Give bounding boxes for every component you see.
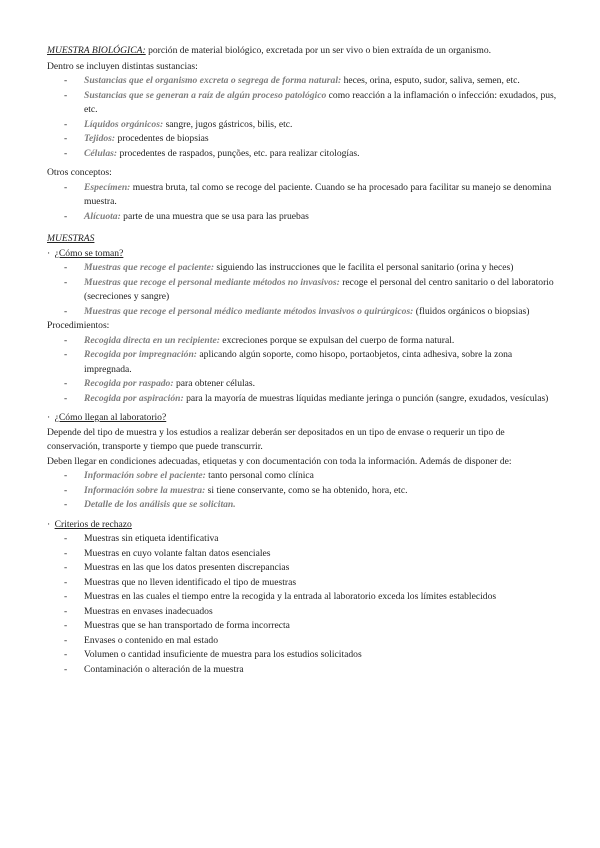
list-item: - Recogida por aspiración: para la mayoría de muestras líquidas mediante jeringa o punción (sangre, exudados, vesículas): [84, 392, 557, 407]
list-item: - Muestras que recoge el paciente: siguiendo las instrucciones que le facilita el personal sanitario (orina y heces): [84, 261, 557, 276]
arrival-paragraph-2: Deben llegar en condiciones adecuadas, etiquetas y con documentación con toda la información. Además de disponer de:: [47, 455, 512, 467]
definition-term: MUESTRA BIOLÓGICA:: [47, 45, 146, 56]
document-page: [47, 44, 557, 677]
list-item: - Muestras que se han transportado de forma incorrecta: [84, 619, 557, 634]
other-concepts-intro: Otros conceptos:: [47, 167, 112, 178]
definition-paragraph: [47, 44, 557, 59]
list-item: - Células: procedentes de raspados, punções, etc. para realizar citologías.: [84, 147, 557, 162]
list-item: - Muestras que recoge el personal mediante métodos no invasivos: recoge el personal del centro sanitario o del laboratorio (secreciones y sangre): [84, 276, 557, 305]
list-item: - Especímen: muestra bruta, tal como se recoge del paciente. Cuando se ha procesado para facilitar su manejo se denomina muestra.: [84, 181, 557, 210]
list-item: - Información sobre la muestra: si tiene conservante, como se ha obtenido, hora, etc.: [84, 484, 557, 499]
list-item: - Muestras en cuyo volante faltan datos esenciales: [84, 547, 557, 562]
question-how-arrive: · ¿Cómo llegan al laboratorio?: [47, 412, 167, 423]
list-item: - Muestras que no lleven identificado el tipo de muestras: [84, 576, 557, 591]
question-rejection-criteria: · Criterios de rechazo: [47, 518, 132, 530]
list-item: - Tejidos: procedentes de biopsias: [84, 132, 557, 147]
list-item: - Contaminación o alteración de la muestra: [84, 663, 557, 678]
list-item: - Sustancias que se generan a raíz de algún proceso patológico como reacción a la inflamación o infección: exudados, pus, etc.: [84, 89, 557, 118]
list-item: - Alícuota: parte de una muestra que se usa para las pruebas: [84, 210, 557, 225]
bullet-dot-icon: ·: [47, 518, 51, 530]
procedures-list: [47, 334, 557, 407]
list-item: - Muestras sin etiqueta identificativa: [84, 532, 557, 547]
list-item: - Recogida por impregnación: aplicando algún soporte, como hisopo, portaobjetos, cinta adhesiva, sobre la zona impregnada.: [84, 348, 557, 377]
definition-intro: Dentro se incluyen distintas sustancias:: [47, 60, 198, 72]
list-item: - Envases o contenido en mal estado: [84, 634, 557, 649]
bullet-dot-icon: ·: [47, 247, 51, 259]
definition-text: porción de material biológico, excretada por un ser vivo o bien extraída de un organismo.: [145, 45, 492, 56]
list-item: - Muestras en las cuales el tiempo entre la recogida y la entrada al laboratorio exceda los límites establecidos: [84, 590, 557, 605]
list-item: - Volumen o cantidad insuficiente de muestra para los estudios solicitados: [84, 648, 557, 663]
substances-list: [47, 74, 557, 161]
list-item: - Información sobre el paciente: tanto personal como clínica: [84, 469, 557, 484]
list-item: - Muestras que recoge el personal médico mediante métodos invasivos o quirúrgicos: (fluidos orgánicos o biopsias): [84, 305, 557, 320]
list-item: - Recogida directa en un recipiente: excreciones porque se expulsan del cuerpo de forma natural.: [84, 334, 557, 349]
section-heading-muestras: MUESTRAS: [47, 233, 95, 244]
arrival-paragraph-1: Depende del tipo de muestra y los estudios a realizar deberán ser depositados en un tipo de envase o requerir un tipo de conservación, transporte y tiempo que puede transcurrir.: [47, 426, 505, 452]
question-how-taken: · ¿Cómo se toman?: [47, 247, 124, 259]
collection-list: [47, 261, 557, 319]
list-item: - Detalle de los análisis que se solicitan.: [84, 498, 557, 513]
list-item: - Muestras en envases inadecuados: [84, 605, 557, 620]
rejection-list: [47, 532, 557, 677]
list-item: - Muestras en las que los datos presenten discrepancias: [84, 561, 557, 576]
arrival-list: [47, 469, 557, 513]
other-concepts-list: [47, 181, 557, 225]
procedures-intro: Procedimientos:: [47, 320, 110, 331]
list-item: - Líquidos orgánicos: sangre, jugos gástricos, bilis, etc.: [84, 118, 557, 133]
bullet-dot-icon: ·: [47, 412, 51, 423]
list-item: - Recogida por raspado: para obtener células.: [84, 377, 557, 392]
list-item: - Sustancias que el organismo excreta o segrega de forma natural: heces, orina, esputo, sudor, saliva, semen, etc.: [84, 74, 557, 89]
